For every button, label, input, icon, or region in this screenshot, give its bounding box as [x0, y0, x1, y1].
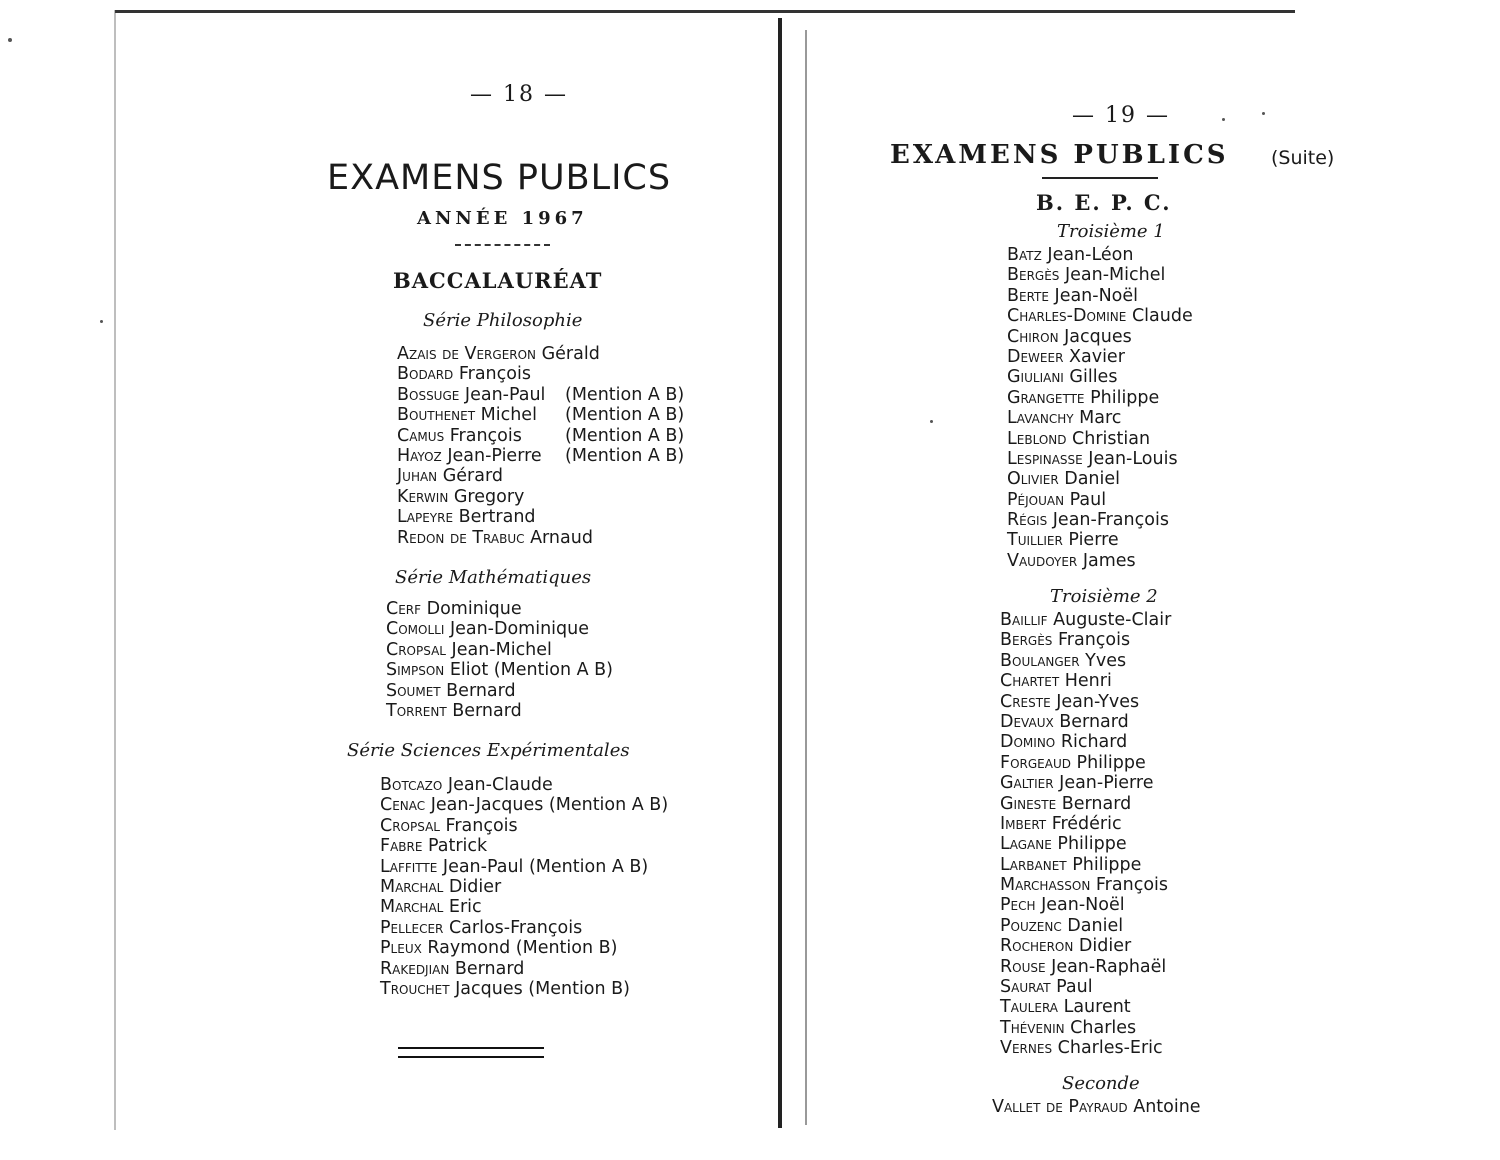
- student-given-name: Jean-Raphaël: [1045, 956, 1167, 977]
- student-entry: [1000, 875, 1171, 895]
- student-given-name: Dominique: [421, 599, 522, 619]
- student-entry: [1000, 630, 1171, 650]
- student-surname: Baillif: [1000, 610, 1048, 630]
- student-given-name: Bernard: [1056, 793, 1132, 814]
- student-surname: Redon de Trabuc: [397, 527, 525, 548]
- student-given-name: Gérard: [437, 466, 503, 487]
- student-entry: [1007, 265, 1193, 285]
- student-entry: [1000, 895, 1171, 915]
- student-list-sciences: [380, 775, 668, 999]
- class-heading-troisieme-2: Troisième 2: [1050, 586, 1158, 607]
- class-heading-troisieme-1: Troisième 1: [1057, 221, 1165, 242]
- student-entry: [1007, 367, 1193, 387]
- student-surname: Vallet de Payraud: [992, 1097, 1128, 1117]
- student-surname: Creste: [1000, 691, 1051, 712]
- student-given-name: Gérald: [536, 344, 600, 364]
- student-entry: [397, 445, 685, 466]
- student-mention: (Mention A B): [565, 445, 685, 466]
- student-given-name: Daniel: [1061, 915, 1124, 936]
- student-surname: Bouthenet: [397, 405, 476, 426]
- student-entry: [992, 1097, 1201, 1117]
- student-surname: Lagane: [1000, 834, 1052, 855]
- student-given-name: Jean-Pierre: [1053, 773, 1154, 794]
- student-given-name: Patrick: [422, 836, 488, 857]
- student-surname: Vernes: [1000, 1038, 1053, 1059]
- student-entry: [1000, 753, 1171, 773]
- student-surname: Torrent: [386, 700, 447, 721]
- student-surname: Rouse: [1000, 956, 1046, 977]
- student-surname: Rocheron: [1000, 936, 1074, 957]
- student-mention: (Mention A B): [523, 856, 649, 877]
- student-given-name: Philippe: [1084, 387, 1160, 408]
- student-surname: Bodard: [397, 364, 454, 385]
- student-given-name: James: [1077, 550, 1136, 571]
- student-given-name: Marc: [1073, 408, 1122, 429]
- student-surname: Lavanchy: [1007, 408, 1074, 429]
- student-entry: [386, 640, 613, 660]
- student-given-name: Bernard: [446, 700, 522, 721]
- student-surname: Hayoz: [397, 445, 442, 466]
- series-heading-sciences: Série Sciences Expérimentales: [347, 740, 630, 761]
- student-surname: Devaux: [1000, 711, 1054, 732]
- student-surname: Larbanet: [1000, 854, 1067, 875]
- student-surname: Lespinasse: [1007, 448, 1083, 469]
- student-surname: Bossuge: [397, 384, 460, 405]
- student-given-name: Richard: [1055, 732, 1128, 753]
- student-given-name: Jean-Claude: [442, 775, 553, 795]
- student-entry: [1007, 530, 1193, 550]
- student-given-name: François: [444, 425, 522, 446]
- scan-border-top: [115, 10, 1295, 13]
- student-entry: [380, 857, 668, 877]
- student-surname: Olivier: [1007, 469, 1059, 490]
- student-entry: [380, 795, 668, 815]
- student-mention: (Mention A B): [543, 795, 669, 816]
- student-surname: Lapeyre: [397, 507, 454, 528]
- student-entry: [386, 619, 613, 639]
- student-given-name: Jean-Pierre: [441, 445, 542, 466]
- student-surname: Tuillier: [1007, 530, 1063, 551]
- student-surname: Marchal: [380, 876, 444, 897]
- student-surname: Kerwin: [397, 486, 449, 507]
- student-given-name: Charles-Eric: [1052, 1038, 1163, 1059]
- student-list-troisieme-2: [1000, 610, 1171, 1059]
- student-surname: Marchal: [380, 897, 444, 918]
- student-entry: [380, 938, 668, 958]
- student-surname: Azais de Vergeron: [397, 344, 537, 364]
- student-surname: Cenac: [380, 795, 426, 816]
- student-list-troisieme-1: [1007, 245, 1193, 571]
- student-given-name: Paul: [1050, 977, 1093, 998]
- class-heading-seconde: Seconde: [1062, 1073, 1140, 1094]
- student-given-name: François: [1052, 630, 1131, 651]
- student-given-name: François: [439, 815, 518, 836]
- student-mention: (Mention A B): [565, 405, 685, 426]
- student-entry: [1000, 794, 1171, 814]
- student-given-name: Jean-Noël: [1035, 895, 1125, 916]
- student-given-name: Jean-Léon: [1041, 245, 1134, 265]
- student-entry: [1007, 469, 1193, 489]
- student-entry: [380, 816, 668, 836]
- student-entry: [380, 979, 668, 999]
- student-surname: Imbert: [1000, 813, 1047, 834]
- student-surname: Thévenin: [1000, 1017, 1065, 1038]
- student-entry: [1000, 855, 1171, 875]
- student-entry: [1000, 610, 1171, 630]
- section-heading-baccalaureat: BACCALAURÉAT: [393, 268, 603, 293]
- page-gutter-shadow: [805, 30, 807, 1125]
- student-given-name: Gilles: [1063, 367, 1118, 388]
- student-given-name: François: [453, 364, 531, 385]
- student-surname: Simpson: [386, 660, 445, 681]
- student-entry: [1000, 1018, 1171, 1038]
- student-given-name: Gregory: [448, 486, 525, 507]
- student-entry: [397, 364, 600, 384]
- student-entry: [397, 405, 685, 426]
- student-given-name: Laurent: [1058, 997, 1131, 1018]
- student-surname: Galtier: [1000, 773, 1054, 794]
- student-given-name: Carlos-François: [443, 917, 583, 938]
- student-given-name: Philippe: [1070, 752, 1146, 773]
- student-entry: [1007, 449, 1193, 469]
- student-given-name: Frédéric: [1046, 813, 1122, 834]
- student-surname: Marchasson: [1000, 875, 1091, 896]
- student-entry: [397, 384, 685, 405]
- student-entry: [1007, 490, 1193, 510]
- scan-border-left: [114, 10, 116, 1130]
- student-given-name: Jean-Michel: [1059, 265, 1166, 286]
- student-entry: [1007, 510, 1193, 530]
- student-surname: Régis: [1007, 510, 1048, 531]
- student-given-name: Auguste-Clair: [1047, 610, 1172, 630]
- student-surname: Botcazo: [380, 775, 443, 795]
- student-given-name: Bernard: [440, 680, 516, 701]
- scan-speck: [100, 320, 103, 323]
- student-surname: Gineste: [1000, 793, 1057, 814]
- student-given-name: Jacques: [1058, 326, 1132, 347]
- student-given-name: Jean-Jacques: [425, 795, 544, 816]
- student-entry: [1007, 286, 1193, 306]
- student-entry: [386, 701, 613, 721]
- student-given-name: Antoine: [1127, 1097, 1201, 1117]
- student-given-name: Claude: [1126, 306, 1193, 327]
- student-surname: Grangette: [1007, 387, 1085, 408]
- student-surname: Boulanger: [1000, 650, 1080, 671]
- student-given-name: Jean-Noël: [1048, 285, 1139, 306]
- student-given-name: Henri: [1059, 671, 1112, 692]
- student-entry: [380, 775, 668, 795]
- student-entry: [380, 877, 668, 897]
- student-surname: Bergès: [1000, 630, 1053, 651]
- student-surname: Chartet: [1000, 671, 1060, 692]
- student-surname: Pouzenc: [1000, 915, 1062, 936]
- student-entry: [1000, 773, 1171, 793]
- student-given-name: Pierre: [1062, 530, 1119, 551]
- student-entry: [397, 528, 600, 548]
- student-given-name: Jean-François: [1047, 510, 1169, 531]
- student-surname: Juhan: [397, 466, 438, 487]
- page-title-suffix: (Suite): [1271, 147, 1335, 169]
- scan-speck: [1262, 112, 1265, 115]
- student-surname: Rakedjian: [380, 958, 450, 979]
- student-given-name: Charles: [1064, 1017, 1137, 1038]
- student-mention: (Mention A B): [488, 660, 614, 681]
- student-given-name: Jean-Paul: [459, 384, 546, 405]
- student-entry: [1000, 997, 1171, 1017]
- student-entry: [1000, 692, 1171, 712]
- student-surname: Leblond: [1007, 428, 1067, 449]
- student-entry: [1007, 551, 1193, 571]
- student-entry: [380, 836, 668, 856]
- student-given-name: Jean-Yves: [1050, 691, 1140, 712]
- student-surname: Cropsal: [380, 815, 440, 836]
- student-entry: [1007, 388, 1193, 408]
- student-given-name: Arnaud: [524, 527, 593, 548]
- student-surname: Vaudoyer: [1007, 550, 1078, 571]
- student-given-name: Jean-Dominique: [444, 619, 590, 640]
- student-given-name: Didier: [443, 876, 502, 897]
- student-given-name: Jean-Louis: [1082, 448, 1178, 469]
- student-entry: [397, 466, 600, 486]
- student-surname: Laffitte: [380, 856, 438, 877]
- student-entry: [386, 660, 613, 680]
- student-mention: (Mention B): [522, 978, 630, 999]
- student-entry: [1007, 327, 1193, 347]
- student-entry: [1000, 834, 1171, 854]
- student-surname: Deweer: [1007, 346, 1064, 367]
- student-mention: (Mention B): [510, 938, 618, 959]
- student-surname: Camus: [397, 425, 445, 446]
- student-list-philosophie: [397, 344, 685, 548]
- student-given-name: Bernard: [449, 958, 525, 979]
- student-given-name: Bernard: [1053, 711, 1129, 732]
- student-entry: [380, 897, 668, 917]
- student-given-name: Didier: [1073, 936, 1132, 957]
- student-surname: Pleux: [380, 938, 422, 959]
- student-surname: Cerf: [386, 599, 422, 619]
- student-entry: [1000, 732, 1171, 752]
- student-surname: Charles-Domine: [1007, 306, 1127, 327]
- student-list-mathematiques: [386, 599, 613, 721]
- student-entry: [1000, 712, 1171, 732]
- student-entry: [397, 507, 600, 527]
- student-mention: (Mention A B): [565, 384, 685, 405]
- student-surname: Péjouan: [1007, 489, 1065, 510]
- student-entry: [397, 425, 685, 446]
- student-given-name: Xavier: [1063, 346, 1125, 367]
- student-surname: Cropsal: [386, 639, 446, 660]
- student-given-name: Jean-Paul: [437, 856, 524, 877]
- student-given-name: Paul: [1064, 489, 1107, 510]
- student-entry: [1000, 814, 1171, 834]
- student-entry: [386, 599, 613, 619]
- student-entry: [1000, 671, 1171, 691]
- student-surname: Pech: [1000, 895, 1036, 916]
- scan-speck: [1222, 118, 1225, 121]
- series-heading-philosophie: Série Philosophie: [423, 310, 583, 331]
- student-entry: [1007, 245, 1193, 265]
- student-surname: Saurat: [1000, 977, 1051, 998]
- student-entry: [1000, 977, 1171, 997]
- student-entry: [380, 959, 668, 979]
- student-surname: Giuliani: [1007, 367, 1064, 388]
- student-given-name: Jacques: [449, 978, 523, 999]
- student-surname: Domino: [1000, 732, 1056, 753]
- student-surname: Chiron: [1007, 326, 1059, 347]
- student-entry: [1007, 429, 1193, 449]
- student-given-name: Philippe: [1051, 834, 1127, 855]
- student-entry: [1000, 916, 1171, 936]
- student-mention: (Mention A B): [565, 425, 685, 446]
- section-heading-bepc: B. E. P. C.: [1036, 190, 1172, 215]
- student-surname: Pellecer: [380, 917, 444, 938]
- student-surname: Comolli: [386, 619, 445, 640]
- student-surname: Bergès: [1007, 265, 1060, 286]
- student-given-name: Raymond: [421, 938, 511, 959]
- student-entry: [397, 344, 600, 364]
- scan-speck: [8, 38, 12, 42]
- title-underline: [1042, 177, 1158, 179]
- student-given-name: Eliot: [444, 660, 489, 681]
- student-entry: [1007, 347, 1193, 367]
- student-given-name: Eric: [443, 897, 482, 918]
- student-entry: [380, 918, 668, 938]
- student-surname: Fabre: [380, 836, 423, 857]
- page-title-right: EXAMENS PUBLICS: [890, 140, 1229, 170]
- page-number-left: — 18 —: [470, 82, 568, 107]
- student-given-name: Philippe: [1066, 854, 1142, 875]
- student-entry: [386, 681, 613, 701]
- closing-double-rule: [398, 1047, 544, 1058]
- student-surname: Soumet: [386, 680, 441, 701]
- student-given-name: Jean-Michel: [445, 639, 552, 660]
- student-given-name: François: [1090, 875, 1169, 896]
- ornament-divider: [455, 244, 550, 248]
- student-entry: [397, 487, 600, 507]
- student-given-name: Michel: [475, 405, 537, 426]
- student-given-name: Bertrand: [453, 507, 536, 528]
- page-number-right: — 19 —: [1072, 103, 1170, 128]
- student-given-name: Christian: [1066, 428, 1151, 449]
- page-title-left: EXAMENS PUBLICS: [327, 158, 672, 198]
- exam-year: ANNÉE 1967: [417, 208, 588, 229]
- student-entry: [1000, 651, 1171, 671]
- student-surname: Taulera: [1000, 997, 1059, 1018]
- student-entry: [1000, 1038, 1171, 1058]
- student-surname: Batz: [1007, 245, 1042, 265]
- page-gutter: [778, 18, 782, 1128]
- student-surname: Trouchet: [380, 978, 450, 999]
- student-list-seconde: [992, 1097, 1201, 1117]
- scan-speck: [930, 420, 933, 423]
- student-entry: [1000, 957, 1171, 977]
- series-heading-mathematiques: Série Mathématiques: [395, 567, 592, 588]
- student-entry: [1000, 936, 1171, 956]
- student-surname: Berte: [1007, 285, 1049, 306]
- student-entry: [1007, 306, 1193, 326]
- student-given-name: Yves: [1079, 650, 1127, 671]
- student-given-name: Daniel: [1058, 469, 1121, 490]
- student-surname: Forgeaud: [1000, 752, 1071, 773]
- student-entry: [1007, 408, 1193, 428]
